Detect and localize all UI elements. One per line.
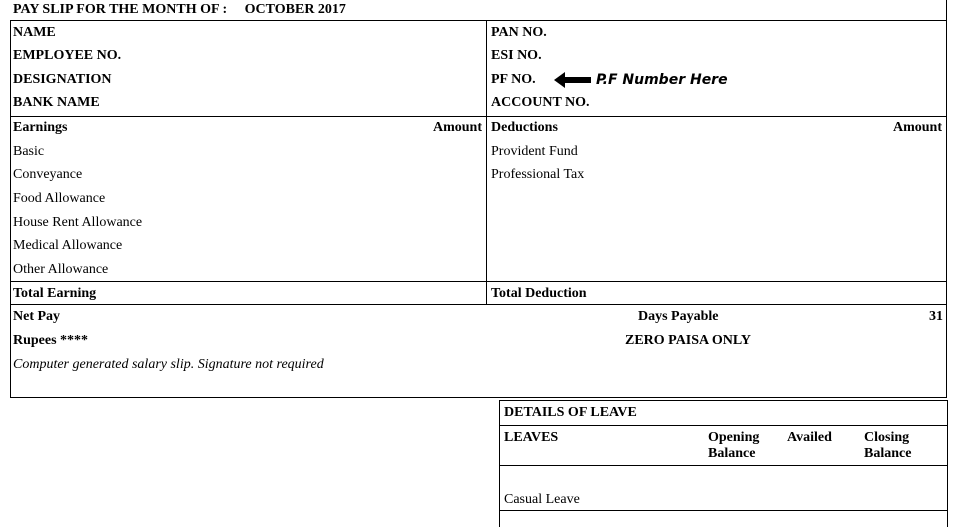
field-employee-no-label: EMPLOYEE NO. [13, 48, 122, 63]
days-payable-value: 31 [929, 309, 943, 324]
field-pf-no-label: PF NO. [491, 72, 536, 87]
earning-food-allowance: Food Allowance [13, 191, 106, 206]
field-designation-label: DESIGNATION [13, 72, 112, 87]
deduction-provident-fund: Provident Fund [491, 144, 578, 159]
field-account-no-label: ACCOUNT NO. [491, 95, 590, 110]
divider [499, 465, 948, 466]
leave-col-opening-line2: Balance [708, 446, 756, 461]
divider [10, 20, 11, 398]
earning-house-rent-allowance: House Rent Allowance [13, 215, 143, 230]
pf-number-annotation: P.F Number Here [596, 72, 728, 88]
rupees-label: Rupees **** [13, 333, 89, 348]
net-pay-label: Net Pay [13, 309, 61, 324]
divider [10, 397, 947, 398]
earning-medical-allowance: Medical Allowance [13, 238, 123, 253]
page-title [13, 2, 346, 18]
divider [947, 400, 948, 527]
leave-row-casual-leave: Casual Leave [504, 492, 580, 507]
field-bank-name-label: BANK NAME [13, 95, 100, 110]
arrow-left-icon [554, 71, 592, 89]
deductions-amount-header: Amount [893, 120, 943, 135]
divider [499, 400, 500, 527]
total-deduction-label: Total Deduction [491, 286, 587, 301]
deductions-header: Deductions [491, 120, 558, 135]
leave-col-closing [864, 430, 911, 462]
field-name-label: NAME [13, 25, 56, 40]
earning-conveyance: Conveyance [13, 167, 83, 182]
leave-details-title: DETAILS OF LEAVE [504, 405, 637, 420]
leave-col-closing-line2: Balance [864, 446, 912, 461]
total-earning-label: Total Earning [13, 286, 97, 301]
divider [10, 116, 947, 117]
leave-col-opening [708, 430, 759, 462]
leave-col-closing-line1: Closing [864, 430, 910, 445]
leave-col-opening-line1: Opening [708, 430, 760, 445]
payslip-title: PAY SLIP FOR THE MONTH OF : [13, 2, 228, 17]
divider [486, 20, 487, 305]
divider [10, 304, 947, 305]
earning-basic: Basic [13, 144, 45, 159]
earnings-amount-header: Amount [433, 120, 483, 135]
field-esi-no-label: ESI NO. [491, 48, 542, 63]
divider [10, 281, 947, 282]
divider [946, 0, 947, 398]
field-pan-no-label: PAN NO. [491, 25, 547, 40]
divider [499, 400, 948, 401]
earning-other-allowance: Other Allowance [13, 262, 109, 277]
divider [10, 20, 947, 21]
divider [499, 425, 948, 426]
deduction-professional-tax: Professional Tax [491, 167, 585, 182]
amount-in-words: ZERO PAISA ONLY [625, 333, 752, 348]
computer-generated-note: Computer generated salary slip. Signature not required [13, 357, 324, 372]
leave-col-availed: Availed [787, 430, 832, 445]
payslip-month: OCTOBER 2017 [244, 2, 346, 17]
divider [499, 510, 948, 511]
days-payable-label: Days Payable [638, 309, 719, 324]
earnings-header: Earnings [13, 120, 68, 135]
leave-col-leaves: LEAVES [504, 430, 559, 445]
